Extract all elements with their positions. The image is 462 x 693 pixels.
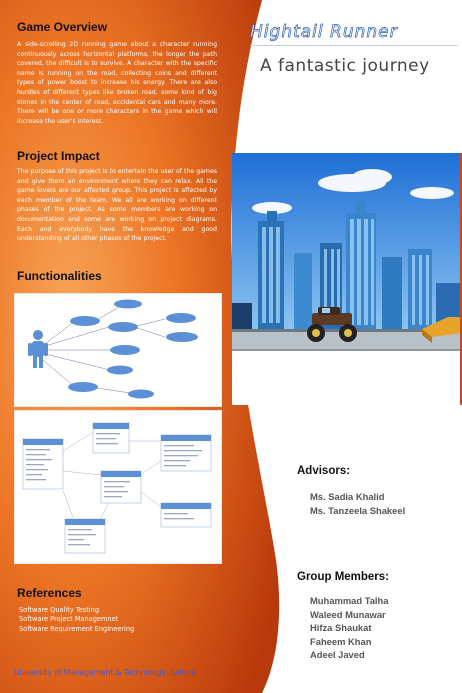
member-name: Adeel Javed [310,649,365,660]
reference-item: Software Requirement Engineering [19,624,135,633]
use-case-ellipse [166,332,198,342]
impact-text: The purpose of this project is to entertain the user of the games and give them an environment where they can relax. All the game lovers are our affected group. This project is affected by each member of the team. We all are working on different phases of the project. As some members are working on documentation and some are working on project diagrams. Each and everybody have the knowledge and good understanding of all other phases of the project. [17,168,217,243]
member-name: Waleed Munawar [310,608,386,620]
functionalities-heading: Functionalities [17,269,102,283]
references-list [19,606,134,634]
use-case-ellipse [110,345,140,355]
actor-figure-icon [28,330,48,368]
advisor-name: Ms. Tanzeela Shakeel [310,504,406,516]
overview-heading: Game Overview [17,20,108,34]
reference-item: Software Project Managemnet [19,615,119,624]
member-name: Faheem Khan [310,635,372,647]
impact-heading: Project Impact [17,149,100,163]
uml-class-box [93,423,129,453]
uml-class-box [65,519,105,553]
class-diagram [14,410,222,564]
use-case-diagram [14,293,222,407]
references-heading: References [17,586,82,600]
advisors-list [310,490,405,517]
group-members-heading: Group Members: [297,571,390,583]
uml-class-box [101,471,141,503]
use-case-ellipse [68,382,98,392]
game-screenshot [232,153,462,405]
advisor-name: Ms. Sadia Khalid [310,491,385,502]
uml-class-box [23,439,63,489]
use-case-ellipse [70,316,100,326]
use-case-ellipse [108,322,138,332]
advisors-heading: Advisors: [297,465,351,477]
member-name: Hifza Shaukat [310,622,372,633]
reference-item: Software Quality Testing [19,606,99,614]
title-divider [250,45,458,46]
member-name: Muhammad Talha [310,595,389,606]
university-footer: University of Management & Technology, Lahore [14,668,197,677]
group-members-list [310,594,388,662]
uml-class-box [161,503,211,527]
tagline: A fantastic journey [260,56,430,76]
uml-class-box [161,435,211,471]
use-case-ellipse [166,313,196,323]
use-case-ellipse [128,390,154,399]
use-case-ellipse [107,366,133,375]
overview-text: A side-scrolling 2D running game about a character running continuously across horizontal platforms, the longer the path covered, the difficult is to survive. A character with the specific name is running on the road, collecting coins and different types of power boost to increase his energy. There are also hurdles of different types like broken road, some kind of big stones in the center of road, accidental cars and many more. There will be one or more characters in the game which will increase the user's interest. [17,41,217,125]
use-case-ellipse [114,300,142,309]
game-title: Hightail Runner [250,22,398,42]
